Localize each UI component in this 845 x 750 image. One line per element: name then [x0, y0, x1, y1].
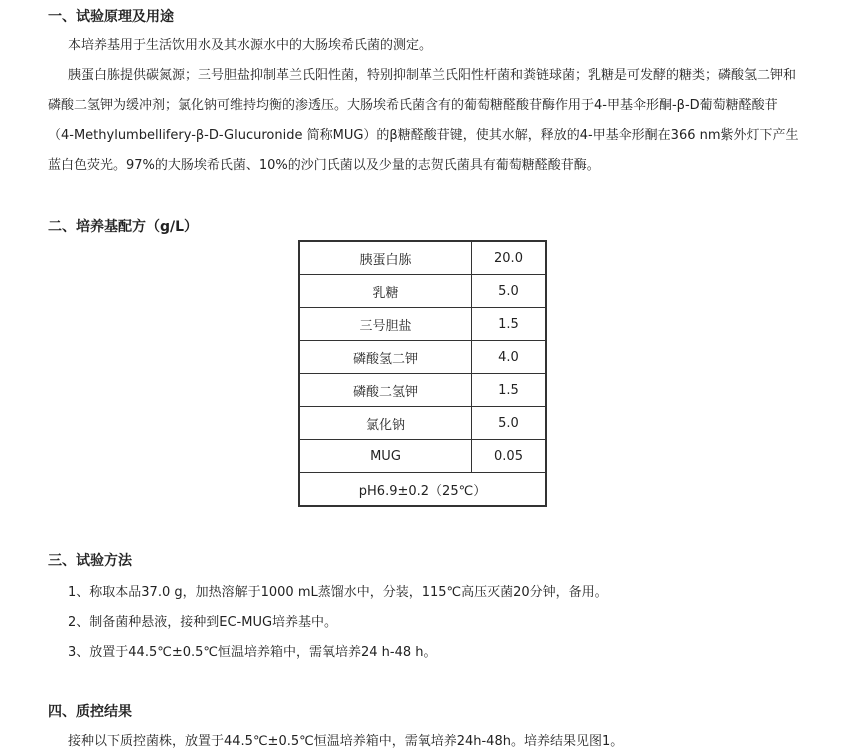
method-step-3: 3、放置于44.5℃±0.5℃恒温培养箱中，需氧培养24 h-48 h。: [68, 645, 437, 660]
ingredient-name: 氯化钠: [299, 407, 472, 440]
section-2-heading: 二、培养基配方（g/L）: [48, 219, 199, 235]
method-step-2: 2、制备菌种悬液，接种到EC-MUG培养基中。: [68, 615, 338, 630]
section-3-heading: 三、试验方法: [48, 553, 132, 569]
ingredient-name: 乳糖: [299, 275, 472, 308]
ingredient-name: 胰蛋白胨: [299, 241, 472, 275]
table-row: [299, 440, 546, 473]
ingredient-amount: 0.05: [472, 440, 547, 473]
ingredient-amount: 1.5: [472, 374, 547, 407]
table-row: [299, 374, 546, 407]
ph-value: pH6.9±0.2（25℃）: [299, 473, 546, 507]
qc-paragraph: 接种以下质控菌株，放置于44.5℃±0.5℃恒温培养箱中，需氧培养24h-48h。培养结果见图1。: [68, 734, 624, 749]
table-row: [299, 407, 546, 440]
table-row: [299, 275, 546, 308]
section-1-intro-paragraph: 本培养基用于生活饮用水及其水源水中的大肠埃希氏菌的测定。: [68, 38, 433, 53]
section-1-principle-paragraph: 胰蛋白胨提供碳氮源；三号胆盐抑制革兰氏阳性菌，特别抑制革兰氏阳性杆菌和粪链球菌；乳糖是可发酵的糖类；磷酸氢二钾和磷酸二氢钾为缓冲剂；氯化钠可维持均衡的渗透压。大肠埃希氏菌含有的葡萄糖醛酸苷酶作用于4-甲基伞形酮-β-D葡萄糖醛酸苷（4-Methylumbellifery-β-D-Glucuronide 简称MUG）的β糖醛酸苷键，使其水解，释放的4-甲基伞形酮在366 nm紫外灯下产生蓝白色荧光。97%的大肠埃希氏菌、10%的沙门氏菌以及少量的志贺氏菌具有葡萄糖醛酸苷酶。: [48, 68, 799, 173]
formula-table: [298, 240, 547, 507]
ingredient-name: 磷酸二氢钾: [299, 374, 472, 407]
ingredient-name: MUG: [299, 440, 472, 473]
ingredient-amount: 4.0: [472, 341, 547, 374]
ingredient-name: 磷酸氢二钾: [299, 341, 472, 374]
ingredient-name: 三号胆盐: [299, 308, 472, 341]
ingredient-amount: 20.0: [472, 241, 547, 275]
table-row: [299, 241, 546, 275]
ph-row: [299, 473, 546, 507]
ingredient-amount: 5.0: [472, 407, 547, 440]
method-step-1: 1、称取本品37.0 g，加热溶解于1000 mL蒸馏水中，分装，115℃高压灭菌20分钟，备用。: [68, 585, 608, 600]
ingredient-amount: 5.0: [472, 275, 547, 308]
ingredient-amount: 1.5: [472, 308, 547, 341]
table-row: [299, 308, 546, 341]
table-row: [299, 341, 546, 374]
section-4-heading: 四、质控结果: [48, 704, 132, 720]
section-1-heading: 一、试验原理及用途: [48, 9, 174, 25]
